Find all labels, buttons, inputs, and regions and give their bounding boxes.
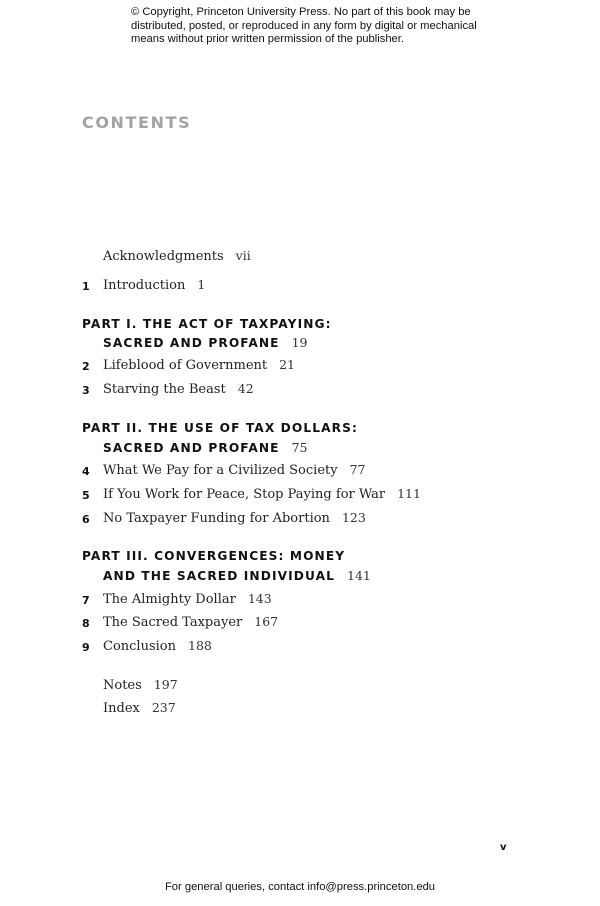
part-subheading-text: AND THE SACRED INDIVIDUAL [103, 569, 335, 583]
toc-entry-title-text: If You Work for Peace, Stop Paying for War [103, 487, 386, 502]
toc-entry-page: 143 [247, 591, 272, 606]
toc-entry-page: 42 [237, 381, 254, 396]
toc-entry-page: 237 [151, 700, 176, 715]
chapter-number: 6 [82, 513, 90, 526]
chapter-number: 8 [82, 617, 90, 630]
toc-entry-title-text: Index [103, 701, 140, 716]
toc-entry-title-text: No Taxpayer Funding for Abortion [103, 511, 330, 526]
toc-entry-title-text: The Almighty Dollar [103, 592, 236, 607]
part-heading-1[interactable]: PART I. THE ACT OF TAXPAYING: [82, 317, 332, 331]
toc-entry-title-text: Lifeblood of Government [103, 358, 268, 373]
chapter-number: 2 [82, 360, 90, 373]
toc-entry-title [103, 248, 251, 264]
toc-entry-page: vii [235, 248, 251, 263]
toc-entry-title [103, 677, 178, 693]
toc-entry-title [103, 357, 295, 373]
part-heading-2[interactable]: PART II. THE USE OF TAX DOLLARS: [82, 421, 358, 435]
toc-entry-title [103, 462, 365, 478]
part-page: 19 [291, 335, 308, 350]
part-subheading-3 [103, 568, 371, 583]
toc-entry-title-text: Starving the Beast [103, 382, 226, 397]
copyright-line: means without prior written permission of the publisher. [131, 33, 404, 46]
chapter-number: 5 [82, 489, 90, 502]
part-heading-3[interactable]: PART III. CONVERGENCES: MONEY [82, 549, 346, 563]
part-subheading-1 [103, 335, 307, 350]
chapter-number: 1 [82, 280, 90, 293]
toc-entry-title [103, 510, 366, 526]
toc-entry-title-text: Acknowledgments [103, 249, 224, 264]
part-subheading-text: SACRED AND PROFANE [103, 336, 280, 350]
chapter-number: 4 [82, 465, 90, 478]
part-subheading-text: SACRED AND PROFANE [103, 441, 280, 455]
part-page: 75 [291, 440, 308, 455]
chapter-number: 9 [82, 641, 90, 654]
toc-entry-title [103, 614, 278, 630]
toc-entry-title-text: Conclusion [103, 639, 176, 654]
toc-entry-page: 197 [153, 677, 178, 692]
toc-entry-title [103, 381, 254, 397]
toc-entry-page: 123 [341, 510, 366, 525]
toc-entry-title [103, 638, 212, 654]
copyright-line: distributed, posted, or reproduced in any form by digital or mechanical [131, 19, 477, 32]
footer-contact: For general queries, contact info@press.princeton.edu [164, 881, 436, 893]
toc-entry-page: 188 [188, 638, 212, 653]
toc-entry-title [103, 277, 205, 293]
part-subheading-2 [103, 440, 307, 455]
toc-entry-page: 167 [254, 614, 279, 629]
chapter-number: 3 [82, 384, 90, 397]
copyright-notice [131, 6, 491, 47]
contents-heading: CONTENTS [82, 113, 192, 132]
toc-entry-title-text: What We Pay for a Civilized Society [103, 463, 338, 478]
toc-entry-title [103, 591, 272, 607]
copyright-line: © Copyright, Princeton University Press. No part of this book may be [131, 6, 471, 18]
toc-entry-page: 1 [197, 277, 206, 292]
toc-entry-page: 111 [397, 486, 421, 501]
toc-entry-title-text: Notes [103, 678, 142, 693]
toc-entry-title [103, 486, 421, 502]
page-number: v [500, 842, 507, 853]
toc-entry-page: 77 [349, 462, 366, 477]
toc-entry-title-text: Introduction [103, 278, 186, 293]
part-page: 141 [347, 568, 371, 583]
toc-entry-title [103, 700, 176, 716]
toc-entry-title-text: The Sacred Taxpayer [103, 615, 243, 630]
toc-entry-page: 21 [279, 357, 296, 372]
chapter-number: 7 [82, 594, 90, 607]
